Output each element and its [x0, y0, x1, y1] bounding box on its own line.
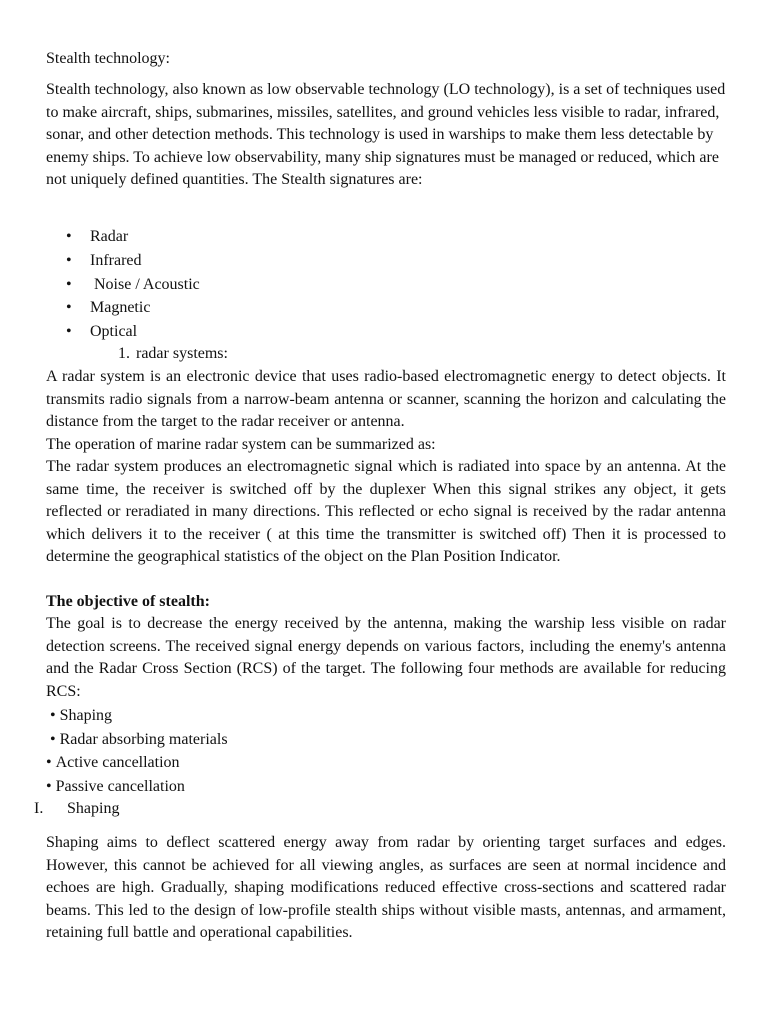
radar-definition: A radar system is an electronic device that uses radio-based electromagnetic energy to detect objects. It transmits radio signals from a narrow-beam antenna or scanner, scanning the horizon and calculating the distance from the target to the radar receiver or antenna. — [46, 368, 726, 430]
bullet-icon: • — [66, 251, 72, 269]
list-item: • Optical — [46, 320, 200, 344]
roman-number: I. — [34, 800, 44, 817]
section-number: 1. — [118, 345, 130, 362]
list-item: • Radar absorbing materials — [50, 730, 228, 748]
list-item: • Active cancellation — [46, 754, 180, 772]
bullet-icon: • — [46, 777, 52, 795]
doc-heading: Stealth technology: — [46, 50, 170, 67]
shaping-paragraph: Shaping aims to deflect scattered energy away from radar by orienting target surfaces and edges. However, this cannot be achieved for all viewing angles, as surfaces are seen at normal incidence and echoes are high. Gradually, shaping modifications reduced effective cross-sections and scattered radar beams. This led to the design of low-profile stealth ships without visible masts, antennas, and armament, retaining full battle and operational capabilities. — [46, 834, 726, 941]
signature-list — [46, 225, 200, 344]
operation-paragraph: The radar system produces an electromagnetic signal which is radiated into space by an antenna. At the same time, the receiver is switched off by the duplexer When this signal strikes any object, it gets reflected or reradiated in many directions. This reflected or echo signal is received by the radar antenna which delivers it to the receiver ( at this time the transmitter is switched off) Then it is processed to determine the geographical statistics of the object on the Plan Position Indicator. — [46, 458, 726, 565]
bullet-icon: • — [66, 275, 72, 293]
section-label: radar systems: — [136, 345, 228, 362]
list-item: • Radar — [46, 225, 200, 249]
list-item: • Infrared — [46, 249, 200, 273]
section-shaping — [34, 798, 119, 820]
intro-paragraph: Stealth technology, also known as low observable technology (LO technology), is a set of techniques used to make aircraft, ships, submarines, missiles, satellites, and ground vehicles less visible to radar, infrared, sonar, and other detection methods. This technology is used in warships to make them less detectable by enemy ships. To achieve low observability, many ship signatures must be managed or reduced, which are not uniquely defined quantities. The Stealth signatures are: — [46, 81, 726, 188]
bullet-icon: • — [66, 299, 72, 317]
bullet-icon: • — [50, 707, 56, 724]
section-label: Shaping — [67, 800, 120, 817]
section-radar-systems — [118, 343, 228, 365]
bullet-icon: • — [66, 228, 72, 245]
bullet-icon: • — [50, 730, 56, 748]
objective-paragraph: The goal is to decrease the energy received by the antenna, making the warship less visible on radar detection screens. The received signal energy depends on various factors, including the enemy's antenna and the Radar Cross Section (RCS) of the target. The following four methods are available for reducing RCS: — [46, 615, 726, 700]
list-item: • Passive cancellation — [46, 777, 185, 795]
list-item: • Noise / Acoustic — [46, 273, 200, 297]
objective-heading: The objective of stealth: — [46, 593, 210, 610]
rcs-methods-list — [46, 704, 228, 798]
list-item: • Shaping — [50, 707, 113, 724]
operation-intro: The operation of marine radar system can be summarized as: — [46, 436, 436, 453]
bullet-icon: • — [46, 754, 52, 772]
list-item: • Magnetic — [46, 296, 200, 320]
bullet-icon: • — [66, 323, 72, 341]
